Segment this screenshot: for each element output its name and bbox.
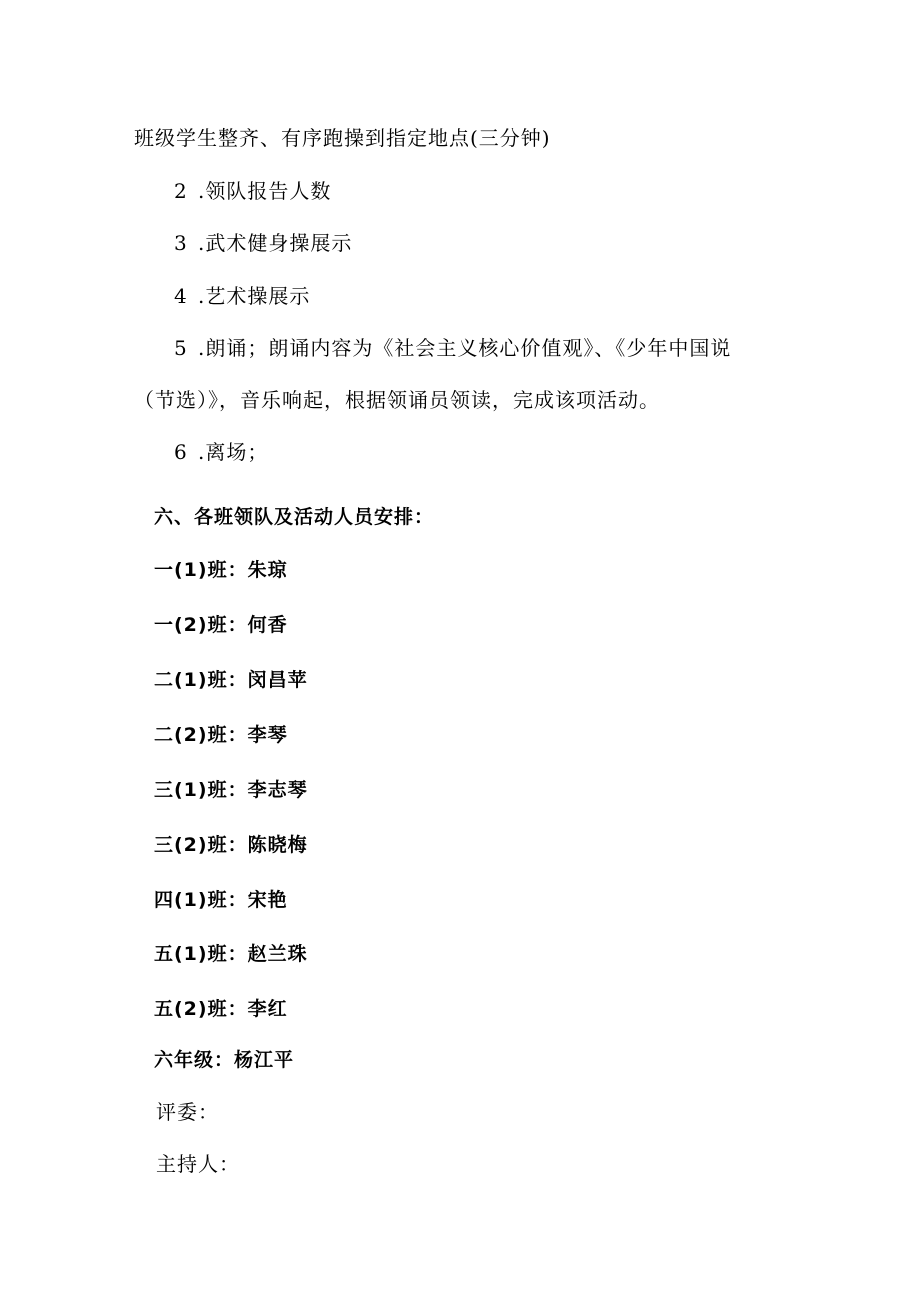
step-number: 4 — [174, 284, 188, 308]
step-number: 6 — [174, 440, 188, 464]
judges-label: 评委： — [156, 1100, 219, 1124]
step-4 — [174, 282, 310, 310]
step-text: .武术健身操展示 — [198, 231, 353, 255]
step5-continuation: （节选）》，音乐响起，根据领诵员领读，完成该项活动。 — [134, 388, 660, 412]
class-leader-item: 一(2)班：何香 — [154, 614, 288, 636]
class-leader-item: 一(1)班：朱琼 — [154, 559, 288, 581]
section-heading: 六、各班领队及活动人员安排： — [154, 506, 435, 528]
class-leader-item: 二(1)班：闵昌苹 — [154, 669, 308, 691]
step-3 — [174, 229, 352, 257]
class-leader-item: 四(1)班：宋艳 — [154, 889, 288, 911]
step-6 — [174, 438, 268, 466]
class-leader-item: 六年级：杨江平 — [154, 1049, 295, 1071]
step-number: 3 — [174, 231, 188, 255]
step-text: .艺术操展示 — [198, 284, 311, 308]
class-leader-item: 五(1)班：赵兰珠 — [154, 943, 308, 965]
step-2 — [174, 177, 331, 205]
host-label: 主持人： — [156, 1152, 240, 1176]
step-text: .离场； — [198, 440, 269, 464]
step-5 — [174, 334, 731, 362]
class-leader-item: 三(1)班：李志琴 — [154, 779, 308, 801]
step1-continuation: 班级学生整齐、有序跑操到指定地点(三分钟) — [134, 126, 551, 150]
class-leader-item: 二(2)班：李琴 — [154, 724, 288, 746]
step-number: 5 — [174, 336, 188, 360]
class-leader-item: 五(2)班：李红 — [154, 998, 288, 1020]
class-leader-item: 三(2)班：陈晓梅 — [154, 834, 308, 856]
step-text: .领队报告人数 — [198, 179, 332, 203]
step-text: .朗诵；朗诵内容为《社会主义核心价值观》、《少年中国说 — [198, 336, 732, 360]
step-number: 2 — [174, 179, 188, 203]
